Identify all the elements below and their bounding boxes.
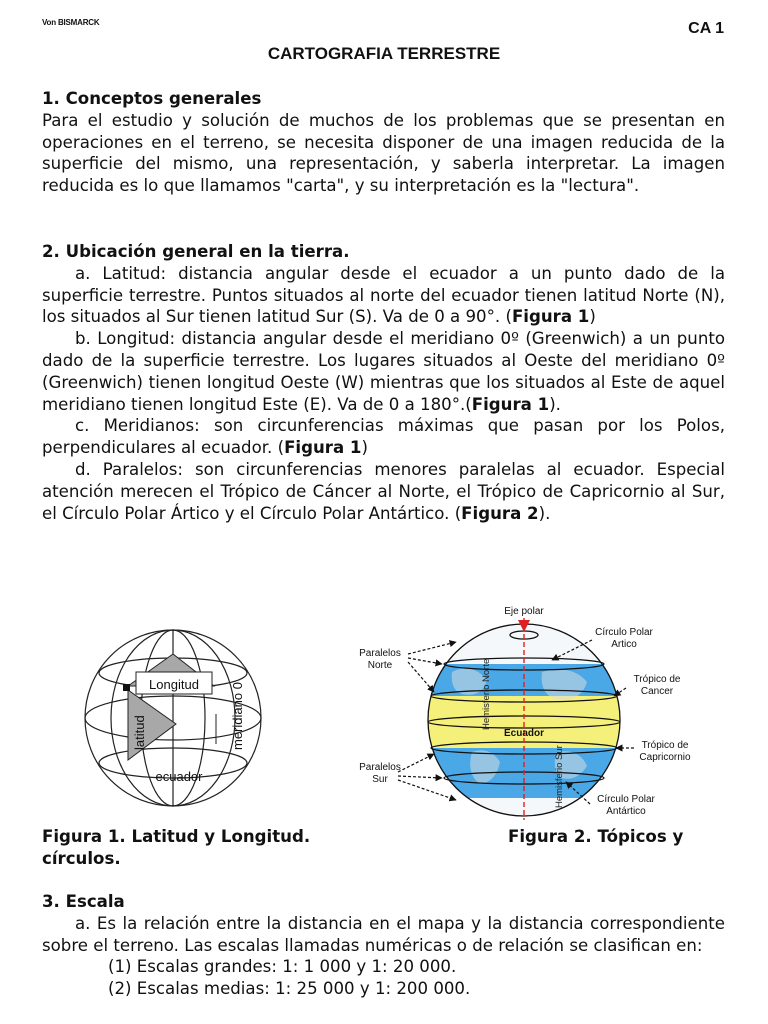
eje-polar-label: Eje polar [504, 606, 544, 617]
page-title: CARTOGRAFIA TERRESTRE [267, 44, 501, 63]
circulo-polar-antartico-label: Círculo Polar [597, 794, 655, 805]
longitud-paragraph: b. Longitud: distancia angular desde el meridiano 0º (Greenwich) a un punto dado de la superficie terrestre. Los lugares situados al Oeste del meridiano 0º (Greenwich) tienen longitud Oeste (W) mientras que los situados al Este de aquel meridiano tienen longitud Este (E). Va de 0 a 180°.(Figura 1). [42, 329, 725, 414]
figure-ref: Figura 1 [511, 307, 590, 327]
hemisferio-sur-label: Hemisferio Sur [554, 745, 565, 808]
ecuador-globe-label: Ecuador [503, 728, 545, 739]
figure-2-caption: Figura 2. Tópicos y [508, 827, 684, 846]
svg-text:Antártico: Antártico [606, 806, 646, 817]
section-1-paragraph: Para el estudio y solución de muchos de los problemas que se presentan en operaciones en el terreno, se necesita disponer de una imagen reducida de la superficie del mismo, una representación, y saberla interpretar. La imagen reducida es lo que llamamos "carta", y su interpretación es la "lectura". [42, 110, 725, 196]
figure-1-caption: Figura 1. Latitud y Longitud. círculos. [42, 827, 311, 868]
latitud-paragraph: a. Latitud: distancia angular desde el ecuador a un punto dado de la superficie terrestre. Puntos situados al norte del ecuador tienen latitud Norte (N), los situados al Sur tienen latitud Sur (S). Va de 0 a 90°. (Figura 1) [42, 263, 725, 327]
paralelos-sur-label: Paralelos [359, 762, 401, 773]
latitud-label: latitud [132, 715, 147, 750]
tropico-capricornio-label: Trópico de [641, 740, 689, 751]
figure-ref: Figura 1 [471, 394, 550, 414]
figure-ref: Figura 1 [284, 438, 362, 458]
meridiano-label: meridiano 0 [230, 682, 245, 750]
meridianos-paragraph: c. Meridianos: son circunferencias máximas que pasan por los Polos, perpendiculares al ecuador. (Figura 1) [42, 416, 725, 458]
tropico-cancer-label: Trópico de [633, 674, 681, 685]
ecuador-label: ecuador [155, 769, 203, 784]
longitud-label: Longitud [149, 677, 199, 692]
document-code: CA 1 [688, 20, 724, 37]
section-1-heading: 1. Conceptos generales [42, 89, 262, 108]
svg-text:Capricornio: Capricornio [639, 752, 691, 763]
svg-text:Sur: Sur [372, 774, 388, 785]
section-2 [42, 241, 725, 524]
section-1 [42, 88, 725, 197]
circulo-polar-artico-label: Círculo Polar [595, 627, 653, 638]
escala-item-2: (2) Escalas medias: 1: 25 000 y 1: 200 000. [108, 979, 471, 999]
figure-ref: Figura 2 [461, 503, 539, 523]
author-name: Von BISMARCK [42, 18, 100, 27]
section-3-heading: 3. Escala [42, 892, 125, 911]
escala-item-1: (1) Escalas grandes: 1: 1 000 y 1: 20 000. [108, 957, 457, 977]
svg-text:Cancer: Cancer [640, 686, 674, 697]
svg-text:Norte: Norte [367, 660, 393, 671]
svg-text:Artico: Artico [611, 639, 637, 650]
hemisferio-norte-label: Hemisferio Norte [481, 658, 492, 730]
figure-1-latitude-longitude-globe [78, 618, 268, 818]
escala-paragraph: a. Es la relación entre la distancia en el mapa y la distancia correspondiente sobre el terreno. Las escalas llamadas numéricas o de relación se clasifican en: [42, 913, 725, 955]
paralelos-norte-label: Paralelos [359, 648, 401, 659]
section-3 [42, 891, 725, 1000]
paralelos-paragraph: d. Paralelos: son circunferencias menores paralelas al ecuador. Especial atención merecen el Trópico de Cáncer al Norte, el Trópico de Capricornio al Sur, el Círculo Polar Ártico y el Círculo Polar Antártico. (Figura 2). [42, 459, 725, 523]
figure-2-tropics-circles-globe [352, 602, 724, 827]
section-2-heading: 2. Ubicación general en la tierra. [42, 242, 350, 261]
